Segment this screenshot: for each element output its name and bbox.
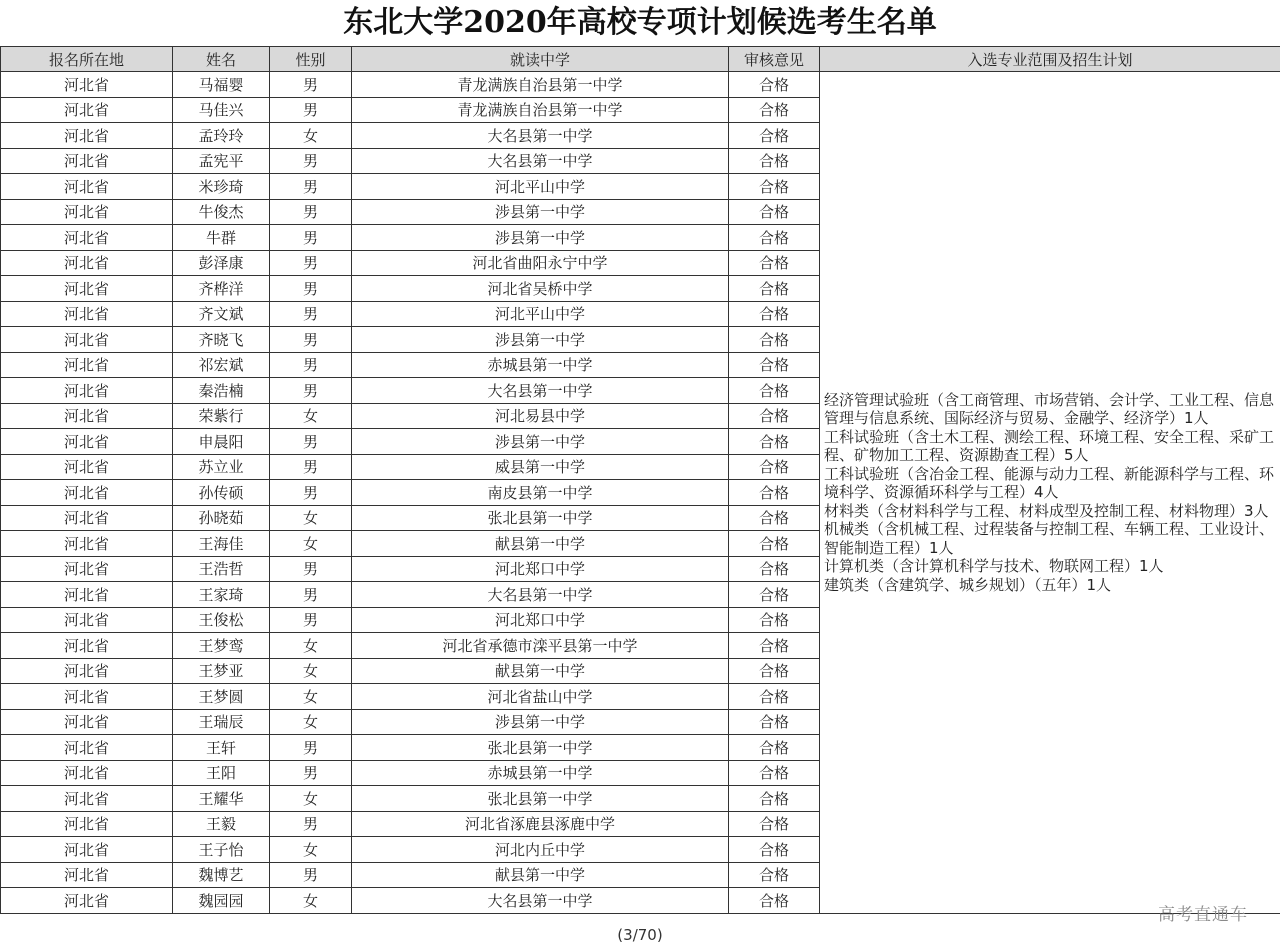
school-cell: 河北郑口中学 xyxy=(352,556,729,582)
school-cell: 河北省盐山中学 xyxy=(352,684,729,710)
name-cell: 魏博艺 xyxy=(173,862,270,888)
school-cell: 张北县第一中学 xyxy=(352,505,729,531)
gender-cell: 女 xyxy=(270,633,352,659)
review-cell: 合格 xyxy=(729,505,820,531)
review-cell: 合格 xyxy=(729,862,820,888)
region-cell: 河北省 xyxy=(1,97,173,123)
review-cell: 合格 xyxy=(729,72,820,98)
gender-cell: 女 xyxy=(270,403,352,429)
gender-cell: 男 xyxy=(270,174,352,200)
table-row xyxy=(1,72,1280,98)
school-cell: 大名县第一中学 xyxy=(352,123,729,149)
region-cell: 河北省 xyxy=(1,123,173,149)
plan-item: 工科试验班（含土木工程、测绘工程、环境工程、安全工程、采矿工程、矿物加工工程、资源勘查工程）5人 xyxy=(824,427,1275,464)
name-cell: 王浩哲 xyxy=(173,556,270,582)
watermark-text: 高考直通车 xyxy=(1158,905,1248,925)
region-cell: 河北省 xyxy=(1,684,173,710)
review-cell: 合格 xyxy=(729,480,820,506)
page-number: (3/70) xyxy=(617,926,663,944)
region-cell: 河北省 xyxy=(1,607,173,633)
column-header-school: 就读中学 xyxy=(352,47,729,72)
gender-cell: 男 xyxy=(270,199,352,225)
gender-cell: 男 xyxy=(270,148,352,174)
region-cell: 河北省 xyxy=(1,760,173,786)
region-cell: 河北省 xyxy=(1,148,173,174)
name-cell: 王梦圆 xyxy=(173,684,270,710)
gender-cell: 男 xyxy=(270,97,352,123)
region-cell: 河北省 xyxy=(1,403,173,429)
name-cell: 王毅 xyxy=(173,811,270,837)
review-cell: 合格 xyxy=(729,786,820,812)
name-cell: 王俊松 xyxy=(173,607,270,633)
school-cell: 大名县第一中学 xyxy=(352,378,729,404)
school-cell: 威县第一中学 xyxy=(352,454,729,480)
region-cell: 河北省 xyxy=(1,811,173,837)
name-cell: 米珍琦 xyxy=(173,174,270,200)
gender-cell: 男 xyxy=(270,352,352,378)
school-cell: 大名县第一中学 xyxy=(352,888,729,914)
review-cell: 合格 xyxy=(729,837,820,863)
plan-item: 计算机类（含计算机科学与技术、物联网工程）1人 xyxy=(824,557,1164,575)
gender-cell: 男 xyxy=(270,378,352,404)
name-cell: 齐桦洋 xyxy=(173,276,270,302)
gender-cell: 男 xyxy=(270,582,352,608)
school-cell: 张北县第一中学 xyxy=(352,786,729,812)
gender-cell: 男 xyxy=(270,276,352,302)
region-cell: 河北省 xyxy=(1,658,173,684)
gender-cell: 男 xyxy=(270,250,352,276)
review-cell: 合格 xyxy=(729,123,820,149)
gender-cell: 男 xyxy=(270,607,352,633)
region-cell: 河北省 xyxy=(1,378,173,404)
review-cell: 合格 xyxy=(729,403,820,429)
school-cell: 赤城县第一中学 xyxy=(352,760,729,786)
school-cell: 青龙满族自治县第一中学 xyxy=(352,97,729,123)
review-cell: 合格 xyxy=(729,454,820,480)
region-cell: 河北省 xyxy=(1,301,173,327)
name-cell: 齐文斌 xyxy=(173,301,270,327)
review-cell: 合格 xyxy=(729,556,820,582)
school-cell: 河北省吴桥中学 xyxy=(352,276,729,302)
review-cell: 合格 xyxy=(729,658,820,684)
school-cell: 南皮县第一中学 xyxy=(352,480,729,506)
candidate-table xyxy=(0,46,1280,914)
review-cell: 合格 xyxy=(729,735,820,761)
name-cell: 齐晓飞 xyxy=(173,327,270,353)
region-cell: 河北省 xyxy=(1,888,173,914)
school-cell: 献县第一中学 xyxy=(352,862,729,888)
gender-cell: 女 xyxy=(270,888,352,914)
review-cell: 合格 xyxy=(729,684,820,710)
school-cell: 河北平山中学 xyxy=(352,174,729,200)
name-cell: 孙传硕 xyxy=(173,480,270,506)
review-cell: 合格 xyxy=(729,225,820,251)
plan-item: 机械类（含机械工程、过程装备与控制工程、车辆工程、工业设计、智能制造工程）1人 xyxy=(824,520,1275,557)
gender-cell: 男 xyxy=(270,301,352,327)
school-cell: 赤城县第一中学 xyxy=(352,352,729,378)
name-cell: 马佳兴 xyxy=(173,97,270,123)
column-header-review: 审核意见 xyxy=(729,47,820,72)
gender-cell: 男 xyxy=(270,225,352,251)
review-cell: 合格 xyxy=(729,250,820,276)
region-cell: 河北省 xyxy=(1,72,173,98)
school-cell: 河北省曲阳永宁中学 xyxy=(352,250,729,276)
name-cell: 王阳 xyxy=(173,760,270,786)
region-cell: 河北省 xyxy=(1,199,173,225)
region-cell: 河北省 xyxy=(1,174,173,200)
gender-cell: 男 xyxy=(270,735,352,761)
region-cell: 河北省 xyxy=(1,556,173,582)
column-header-region: 报名所在地 xyxy=(1,47,173,72)
admission-plan-cell xyxy=(820,72,1280,914)
table-body xyxy=(1,72,1280,914)
school-cell: 青龙满族自治县第一中学 xyxy=(352,72,729,98)
review-cell: 合格 xyxy=(729,97,820,123)
gender-cell: 女 xyxy=(270,709,352,735)
school-cell: 河北平山中学 xyxy=(352,301,729,327)
review-cell: 合格 xyxy=(729,888,820,914)
school-cell: 大名县第一中学 xyxy=(352,582,729,608)
review-cell: 合格 xyxy=(729,429,820,455)
name-cell: 孟玲玲 xyxy=(173,123,270,149)
review-cell: 合格 xyxy=(729,301,820,327)
name-cell: 马福婴 xyxy=(173,72,270,98)
name-cell: 魏园园 xyxy=(173,888,270,914)
name-cell: 孙晓茹 xyxy=(173,505,270,531)
review-cell: 合格 xyxy=(729,199,820,225)
school-cell: 涉县第一中学 xyxy=(352,327,729,353)
region-cell: 河北省 xyxy=(1,862,173,888)
region-cell: 河北省 xyxy=(1,735,173,761)
gender-cell: 女 xyxy=(270,123,352,149)
gender-cell: 男 xyxy=(270,327,352,353)
name-cell: 王海佳 xyxy=(173,531,270,557)
name-cell: 荣紫行 xyxy=(173,403,270,429)
school-cell: 献县第一中学 xyxy=(352,531,729,557)
review-cell: 合格 xyxy=(729,709,820,735)
region-cell: 河北省 xyxy=(1,250,173,276)
name-cell: 牛俊杰 xyxy=(173,199,270,225)
plan-item: 工科试验班（含冶金工程、能源与动力工程、新能源科学与工程、环境科学、资源循环科学与工程）4人 xyxy=(824,464,1275,501)
region-cell: 河北省 xyxy=(1,276,173,302)
gender-cell: 男 xyxy=(270,454,352,480)
review-cell: 合格 xyxy=(729,633,820,659)
column-header-plan: 入选专业范围及招生计划 xyxy=(820,47,1280,72)
school-cell: 大名县第一中学 xyxy=(352,148,729,174)
region-cell: 河北省 xyxy=(1,837,173,863)
region-cell: 河北省 xyxy=(1,429,173,455)
gender-cell: 男 xyxy=(270,556,352,582)
school-cell: 涉县第一中学 xyxy=(352,199,729,225)
name-cell: 王梦鸾 xyxy=(173,633,270,659)
name-cell: 王梦亚 xyxy=(173,658,270,684)
review-cell: 合格 xyxy=(729,276,820,302)
column-header-gender: 性别 xyxy=(270,47,352,72)
region-cell: 河北省 xyxy=(1,786,173,812)
region-cell: 河北省 xyxy=(1,582,173,608)
school-cell: 涉县第一中学 xyxy=(352,225,729,251)
table-header-row xyxy=(1,47,1280,72)
review-cell: 合格 xyxy=(729,607,820,633)
gender-cell: 男 xyxy=(270,760,352,786)
school-cell: 河北郑口中学 xyxy=(352,607,729,633)
review-cell: 合格 xyxy=(729,531,820,557)
gender-cell: 男 xyxy=(270,862,352,888)
region-cell: 河北省 xyxy=(1,225,173,251)
name-cell: 彭泽康 xyxy=(173,250,270,276)
name-cell: 申晨阳 xyxy=(173,429,270,455)
school-cell: 河北内丘中学 xyxy=(352,837,729,863)
region-cell: 河北省 xyxy=(1,709,173,735)
review-cell: 合格 xyxy=(729,148,820,174)
school-cell: 河北易县中学 xyxy=(352,403,729,429)
gender-cell: 男 xyxy=(270,811,352,837)
plan-item: 经济管理试验班（含工商管理、市场营销、会计学、工业工程、信息管理与信息系统、国际经济与贸易、金融学、经济学）1人 xyxy=(824,390,1275,427)
review-cell: 合格 xyxy=(729,174,820,200)
gender-cell: 女 xyxy=(270,837,352,863)
gender-cell: 女 xyxy=(270,531,352,557)
name-cell: 孟宪平 xyxy=(173,148,270,174)
name-cell: 苏立业 xyxy=(173,454,270,480)
school-cell: 涉县第一中学 xyxy=(352,429,729,455)
region-cell: 河北省 xyxy=(1,480,173,506)
school-cell: 河北省涿鹿县涿鹿中学 xyxy=(352,811,729,837)
region-cell: 河北省 xyxy=(1,633,173,659)
name-cell: 王家琦 xyxy=(173,582,270,608)
name-cell: 王子怡 xyxy=(173,837,270,863)
review-cell: 合格 xyxy=(729,378,820,404)
review-cell: 合格 xyxy=(729,811,820,837)
name-cell: 王轩 xyxy=(173,735,270,761)
page-title: 东北大学2020年高校专项计划候选考生名单 xyxy=(343,5,937,40)
region-cell: 河北省 xyxy=(1,505,173,531)
gender-cell: 男 xyxy=(270,72,352,98)
region-cell: 河北省 xyxy=(1,531,173,557)
review-cell: 合格 xyxy=(729,760,820,786)
school-cell: 献县第一中学 xyxy=(352,658,729,684)
name-cell: 王耀华 xyxy=(173,786,270,812)
plan-item: 材料类（含材料科学与工程、材料成型及控制工程、材料物理）3人 xyxy=(824,501,1269,520)
name-cell: 王瑞辰 xyxy=(173,709,270,735)
gender-cell: 女 xyxy=(270,786,352,812)
school-cell: 张北县第一中学 xyxy=(352,735,729,761)
review-cell: 合格 xyxy=(729,582,820,608)
gender-cell: 男 xyxy=(270,480,352,506)
gender-cell: 女 xyxy=(270,658,352,684)
region-cell: 河北省 xyxy=(1,352,173,378)
school-cell: 河北省承德市滦平县第一中学 xyxy=(352,633,729,659)
column-header-name: 姓名 xyxy=(173,47,270,72)
name-cell: 牛群 xyxy=(173,225,270,251)
region-cell: 河北省 xyxy=(1,327,173,353)
gender-cell: 男 xyxy=(270,429,352,455)
region-cell: 河北省 xyxy=(1,454,173,480)
review-cell: 合格 xyxy=(729,352,820,378)
school-cell: 涉县第一中学 xyxy=(352,709,729,735)
plan-item: 建筑类（含建筑学、城乡规划）（五年）1人 xyxy=(824,575,1112,594)
name-cell: 祁宏斌 xyxy=(173,352,270,378)
gender-cell: 女 xyxy=(270,684,352,710)
name-cell: 秦浩楠 xyxy=(173,378,270,404)
gender-cell: 女 xyxy=(270,505,352,531)
review-cell: 合格 xyxy=(729,327,820,353)
